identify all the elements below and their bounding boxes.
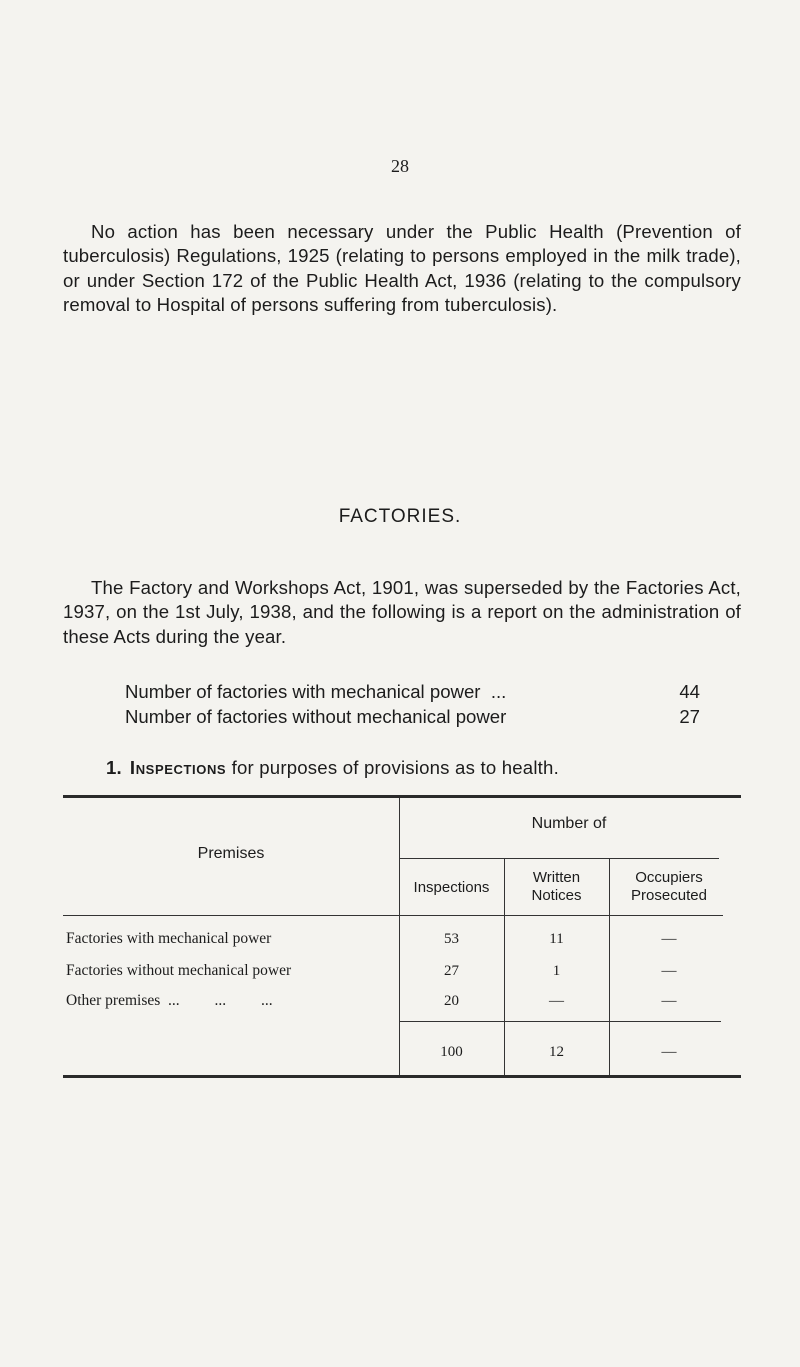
table-rule-totals (399, 1021, 721, 1022)
table-bottom-rule (63, 1075, 741, 1078)
stat-mechanical-power (125, 681, 700, 703)
cell-inspections: 27 (444, 963, 459, 979)
row-label: Other premises ... ... ... (66, 992, 273, 1009)
paragraph-factories-act: The Factory and Workshops Act, 1901, was superseded by the Factories Act, 1937, on the 1st July, 1938, and the following is a report on the administration of these Acts during the year. (63, 576, 741, 647)
cell-inspections: 53 (444, 931, 459, 947)
inspections-table (63, 795, 741, 1078)
page-number: 28 (391, 156, 409, 176)
cell-inspections: 20 (444, 993, 459, 1009)
section-title-smallcaps: Inspections (129, 757, 227, 778)
header-number-of: Number of (531, 815, 607, 832)
header-inspections: Inspections (413, 879, 490, 896)
stat-without-mechanical-power (125, 706, 700, 728)
cell-occupiers-prosecuted: — (661, 931, 677, 947)
header-premises: Premises (197, 845, 265, 862)
total-inspections: 100 (440, 1044, 463, 1060)
section-title-rest: for purposes of provisions as to health. (231, 757, 559, 778)
section-heading-factories: FACTORIES. (338, 506, 462, 527)
table-top-rule (63, 795, 741, 798)
header-occupiers-prosecuted: Occupiers Prosecuted (631, 869, 707, 904)
table-rule-header (63, 915, 723, 916)
section-title-inspections (106, 757, 559, 779)
row-label: Factories without mechanical power (66, 962, 292, 979)
cell-written-notices: — (549, 993, 564, 1009)
cell-occupiers-prosecuted: — (661, 993, 677, 1009)
stat-label: Number of factories with mechanical power ... (125, 681, 507, 702)
total-occupiers-prosecuted: — (661, 1044, 677, 1060)
section-number: 1. (106, 757, 122, 778)
stat-value: 27 (679, 706, 700, 727)
total-written-notices: 12 (549, 1044, 564, 1060)
cell-occupiers-prosecuted: — (661, 963, 677, 979)
stat-label: Number of factories without mechanical power (125, 706, 507, 727)
row-label: Factories with mechanical power (66, 930, 272, 947)
stat-value: 44 (679, 681, 700, 702)
cell-written-notices: 1 (552, 963, 561, 979)
table-rule-subheader (399, 858, 719, 859)
cell-written-notices: 11 (549, 931, 564, 947)
paragraph-tuberculosis-regulations: No action has been necessary under the Public Health (Prevention of tuberculosis) Regulations, 1925 (relating to persons employed in the milk trade), or under Section 172 of the Public Health Act, 1936 (relating to the compulsory removal to Hospital of persons suffering from tuberculosis). (63, 220, 741, 316)
header-written-notices: Written Notices (531, 869, 582, 904)
